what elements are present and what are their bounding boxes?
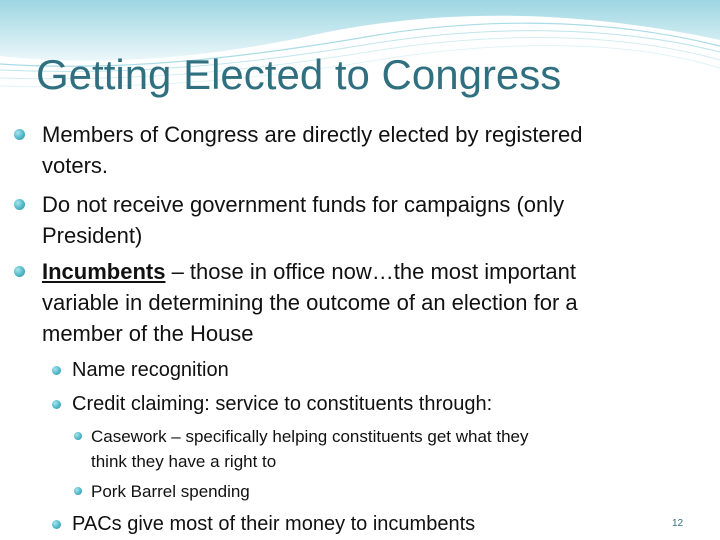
bullet-dot-icon: [52, 400, 61, 409]
sub-bullet-item: [72, 511, 475, 537]
bullet-text: President): [42, 223, 143, 248]
bullet-dot-icon: [52, 366, 61, 375]
bullet-text: [42, 256, 578, 287]
bullet-text: Do not receive government funds for campaigns (only: [42, 192, 565, 217]
bullet-dot-icon: [14, 129, 25, 140]
bullet-text-rest: – those in office now…the most important: [165, 259, 576, 284]
bullet-item: [42, 256, 578, 349]
sub-sub-bullet-text: Pork Barrel spending: [91, 482, 250, 501]
bullet-dot-icon: [14, 266, 25, 277]
bullet-dot-icon: [14, 199, 25, 210]
sub-bullet-text: PACs give most of their money to incumbents: [72, 513, 476, 535]
bullet-text: Members of Congress are directly elected by registered: [42, 122, 583, 147]
sub-bullet-item: [72, 357, 229, 383]
slide-title: Getting Elected to Congress: [36, 51, 562, 98]
bullet-dot-icon: [52, 520, 61, 529]
sub-sub-bullet-text: Casework – specifically helping constituents get what they: [91, 427, 529, 446]
bullet-text: member of the House: [42, 321, 254, 346]
sub-sub-bullet-text: think they have a right to: [91, 452, 277, 471]
sub-sub-bullet-item: [91, 479, 250, 504]
bullet-text: voters.: [42, 153, 109, 178]
page-number: 12: [672, 518, 684, 529]
sub-bullet-item: [72, 391, 492, 417]
sub-bullet-text: Name recognition: [72, 359, 229, 381]
sub-sub-bullet-item: [91, 424, 529, 474]
bullet-item: [42, 119, 582, 181]
bullet-dot-icon: [74, 487, 82, 495]
bullet-text: variable in determining the outcome of an election for a: [42, 290, 578, 315]
sub-bullet-text: Credit claiming: service to constituents through:: [72, 393, 493, 415]
bullet-item: [42, 189, 564, 251]
bullet-term: Incumbents: [42, 259, 166, 284]
bullet-dot-icon: [74, 432, 82, 440]
